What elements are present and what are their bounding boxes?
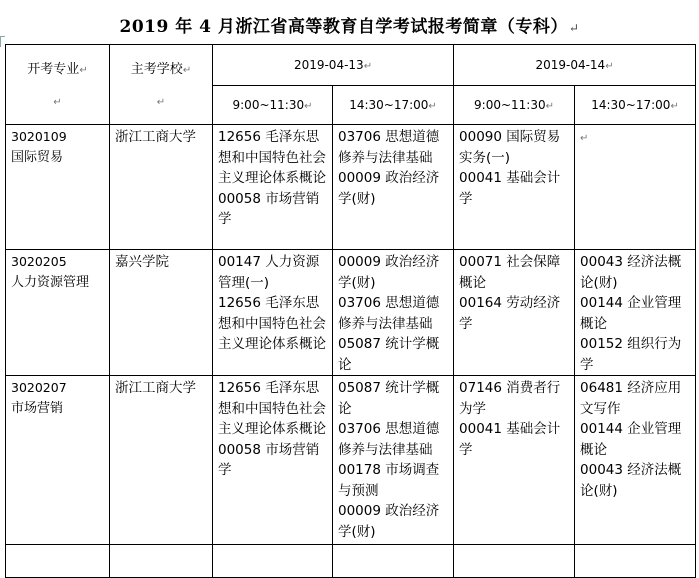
major-code: 3020109 — [11, 129, 67, 144]
subject-item: 03706 思想道德修养与法律基础 — [338, 295, 440, 332]
subject-item: 00009 政治经济学(财) — [338, 170, 440, 207]
school-name: 嘉兴学院 — [115, 254, 169, 270]
header-time-d1-am: 9:00~11:30↵ — [213, 86, 333, 125]
major-name: 市场营销 — [11, 400, 64, 416]
subject-item: 00144 企业管理概论 — [580, 295, 682, 332]
school-cell — [110, 545, 213, 578]
major-name: 国际贸易 — [11, 149, 64, 165]
subject-cell — [575, 376, 696, 545]
table-row-partial — [6, 545, 696, 578]
subject-item: 00178 市场调查与预测 — [338, 462, 440, 499]
subject-item: 07146 消费者行为学 — [459, 380, 561, 417]
subject-item: 00009 政治经济学(财) — [338, 503, 440, 540]
paragraph-mark-icon: ↵ — [363, 61, 373, 72]
subject-item: 00009 政治经济学(财) — [338, 254, 440, 291]
school-cell — [110, 376, 213, 545]
subject-item: 00043 经济法概论(财) — [580, 462, 682, 499]
major-cell — [6, 125, 110, 250]
subject-cell — [213, 376, 333, 545]
subject-item: 05087 统计学概论 — [338, 380, 440, 417]
subject-item: 12656 毛泽东思想和中国特色社会主义理论体系概论 — [218, 295, 326, 352]
subject-item: 06481 经济应用文写作 — [580, 380, 682, 417]
header-major: 开考专业↵ ↵ — [6, 45, 110, 125]
subject-cell — [333, 545, 454, 578]
subject-item: 05087 统计学概论 — [338, 336, 440, 373]
subject-cell — [333, 250, 454, 376]
school-cell — [110, 125, 213, 250]
major-code: 3020205 — [11, 254, 67, 269]
paragraph-mark-icon: ↵ — [182, 65, 192, 76]
table-row — [6, 376, 696, 545]
subject-item: 03706 思想道德修养与法律基础 — [338, 421, 440, 458]
subject-cell-empty — [575, 125, 696, 250]
subject-item: 00058 市场营销学 — [218, 441, 320, 478]
header-time-d1-pm: 14:30~17:00↵ — [333, 86, 454, 125]
major-code: 3020207 — [11, 380, 67, 395]
subject-item: 00144 企业管理概论 — [580, 421, 682, 458]
header-time-d2-pm: 14:30~17:00↵ — [575, 86, 696, 125]
exam-schedule-table — [5, 44, 696, 578]
paragraph-mark-icon: ↵ — [304, 101, 313, 112]
subject-cell — [575, 250, 696, 376]
subject-item: 00058 市场营销学 — [218, 190, 320, 227]
header-time-d2-am: 9:00~11:30↵ — [454, 86, 575, 125]
subject-cell — [454, 250, 575, 376]
header-date-2: 2019-04-14↵ — [454, 45, 696, 86]
subject-cell — [454, 376, 575, 545]
table-row — [6, 250, 696, 376]
school-name: 浙江工商大学 — [115, 380, 196, 396]
header-school: 主考学校↵ ↵ — [110, 45, 213, 125]
subject-cell — [213, 545, 333, 578]
subject-cell — [333, 376, 454, 545]
subject-item: 00041 基础会计学 — [459, 170, 561, 207]
paragraph-mark-icon: ↵ — [605, 61, 614, 72]
subject-cell — [333, 125, 454, 250]
paragraph-mark-icon: ↵ — [670, 101, 679, 112]
subject-item: 00164 劳动经济学 — [459, 295, 561, 332]
major-cell — [6, 545, 110, 578]
subject-cell — [213, 250, 333, 376]
paragraph-mark-icon: ↵ — [53, 97, 62, 108]
paragraph-mark-icon: ↵ — [79, 65, 88, 76]
page-title-text: 2019 年 4 月浙江省高等教育自学考试报考简章（专科） — [119, 17, 568, 37]
subject-cell — [454, 545, 575, 578]
subject-cell — [575, 545, 696, 578]
subject-item: 00071 社会保障概论 — [459, 254, 561, 291]
school-cell — [110, 250, 213, 376]
paragraph-mark-icon: ↵ — [428, 101, 437, 112]
major-name: 人力资源管理 — [11, 274, 90, 290]
paragraph-mark-icon: ↵ — [545, 101, 554, 112]
subject-item: 12656 毛泽东思想和中国特色社会主义理论体系概论 — [218, 380, 326, 437]
subject-item: 00041 基础会计学 — [459, 421, 561, 458]
subject-item: 00043 经济法概论(财) — [580, 254, 682, 291]
paragraph-mark-icon: ↵ — [156, 97, 166, 108]
page-title — [0, 12, 699, 37]
subject-item: 12656 毛泽东思想和中国特色社会主义理论体系概论 — [218, 129, 326, 186]
subject-cell — [213, 125, 333, 250]
paragraph-mark-icon: ↵ — [568, 21, 580, 35]
header-date-1: 2019-04-13↵ — [213, 45, 454, 86]
subject-item: 03706 思想道德修养与法律基础 — [338, 129, 440, 166]
major-cell — [6, 250, 110, 376]
subject-item: 00147 人力资源管理(一) — [218, 254, 320, 291]
subject-item: 00090 国际贸易实务(一) — [459, 129, 561, 166]
table-row — [6, 125, 696, 250]
subject-item: 00152 组织行为学 — [580, 336, 682, 373]
major-cell — [6, 376, 110, 545]
paragraph-mark-icon: ↵ — [580, 133, 589, 144]
subject-cell — [454, 125, 575, 250]
school-name: 浙江工商大学 — [115, 129, 196, 145]
